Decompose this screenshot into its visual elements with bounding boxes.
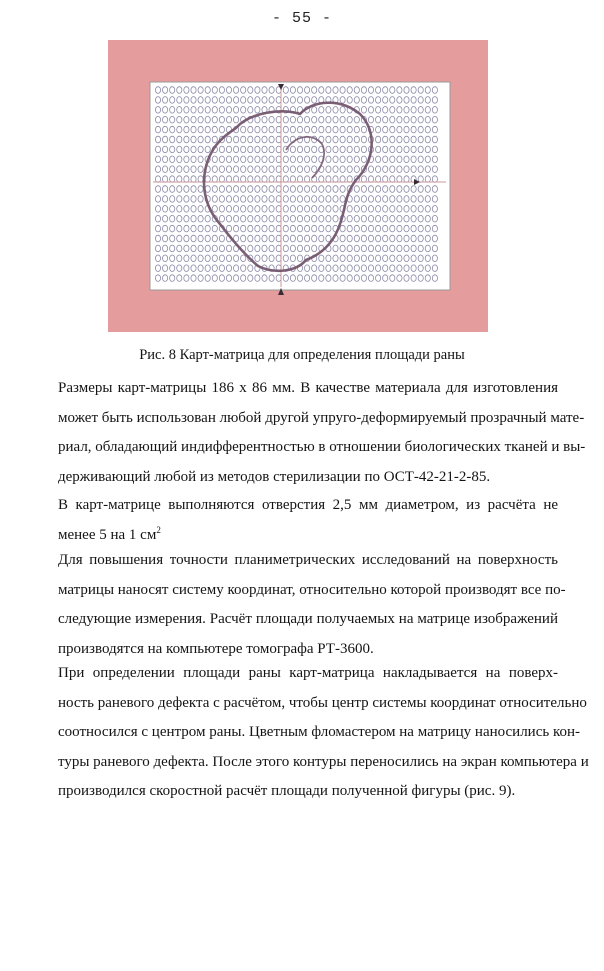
text-line: туры раневого дефекта. После этого контуры переносились на экран компьютера и bbox=[58, 753, 589, 770]
text-line: может быть использован любой другой упруго-деформируемый прозрачный мате- bbox=[58, 409, 585, 426]
card-matrix-image bbox=[108, 40, 488, 332]
text-line: При определении площади раны карт-матрица накладывается на поверх- bbox=[58, 665, 558, 681]
text-line: следующие измерения. Расчёт площади получаемых на матрице изображений bbox=[58, 611, 558, 627]
text-line: риал, обладающий индифферентностью в отношении биологических тканей и вы- bbox=[58, 439, 586, 455]
paragraph-1 bbox=[58, 374, 586, 492]
page-number: - 55 - bbox=[271, 10, 332, 27]
paragraph-4 bbox=[58, 659, 589, 807]
text-line: менее 5 на 1 см bbox=[58, 526, 157, 543]
text-line: держивающий любой из методов стерилизации по ОСТ-42-21-2-85. bbox=[58, 468, 491, 485]
text-line: Для повышения точности планиметрических исследований на поверхность bbox=[58, 552, 558, 568]
figure-caption: Рис. 8 Карт-матрица для определения площади раны bbox=[139, 347, 465, 363]
text-line: ность раневого дефекта с расчётом, чтобы центр системы координат относительно bbox=[58, 694, 587, 711]
text-line: В карт-матрице выполняются отверстия 2,5 мм диаметром, из расчёта не bbox=[58, 497, 558, 513]
figure-card-matrix bbox=[108, 40, 488, 332]
text-line: Размеры карт-матрицы 186 х 86 мм. В качестве материала для изготовления bbox=[58, 380, 558, 396]
text-line: производятся на компьютере томографа РТ-3600. bbox=[58, 640, 374, 657]
text-line: матрицы наносят систему координат, относительно которой производят все по- bbox=[58, 581, 566, 598]
text-line: соотносился с центром раны. Цветным фломастером на матрицу наносились кон- bbox=[58, 724, 580, 740]
superscript: 2 bbox=[156, 524, 161, 535]
paragraph-3 bbox=[58, 546, 566, 664]
text-line: производился скоростной расчёт площади полученной фигуры (рис. 9). bbox=[58, 783, 516, 799]
paragraph-2 bbox=[58, 491, 558, 550]
